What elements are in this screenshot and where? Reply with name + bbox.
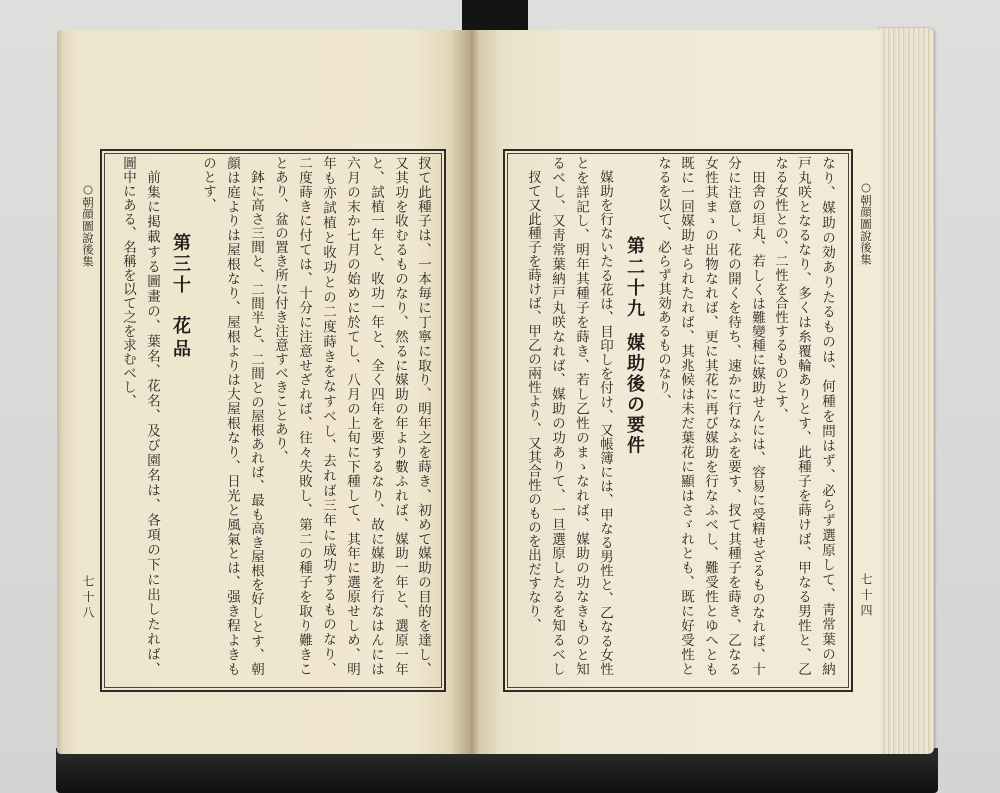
right-page-line-8: なるを以て、必らず其効あるものなり、 — [655, 156, 671, 408]
page-number-left: 七十八 — [81, 575, 95, 622]
running-head-left: ○朝顔圖說後集 — [81, 182, 95, 268]
left-page-line-8: 鉢に高さ三間と、二間半と、二間との屋根あれば、最も高き屋根を好しとす、朝 — [248, 170, 264, 676]
running-head-right: ○朝顔圖說後集 — [859, 180, 873, 266]
left-page-line-3: と、試植一年と、收功一年と、全く四年を要するなり、故に媒助を行なはんには — [368, 156, 384, 677]
right-page-line-7: 既に一回媒助せられたれば、其兆候は未だ葉花に顯はさゞれとも、既に好受性と — [678, 156, 694, 676]
right-page-line-2: 戸丸咲となるなり、多くは糸覆輪ありとす、此種子を蒔けば、甲なる男性と、乙 — [795, 156, 811, 676]
left-page-line-9: 顔は庭よりは屋根なり、屋根よりは大屋根なり、日光と風氣とは、强き程よきも — [224, 156, 240, 676]
left-page-line-5: 年も亦試植と收功との二度蒔きをなすべし、去れば三年に成功するものなり、 — [320, 156, 336, 676]
book-spine-strip — [462, 0, 528, 34]
left-page-line-6: 二度蒔きに付ては、十分に注意せざれば、往々失敗し、第二の種子を取り難きこ — [296, 156, 312, 676]
right-page-line-9: 媒助を行ないたる花は、目印しを付け、又帳簿には、甲なる男性と、乙なる女性 — [597, 170, 613, 676]
section-title-right: 媒助後の要件 — [624, 333, 645, 456]
left-page-line-11: 前集に掲載する圖畫の、葉名、花名、及び園名は、各項の下に出したれば、 — [144, 170, 160, 676]
right-page-line-3: なる女性との、二性を合性するものとす、 — [772, 156, 788, 422]
left-page-line-10: のとす、 — [200, 156, 216, 212]
right-page-line-6: 女性其まゝの出物なれば、更に其花に再び媒助を行なふべし、難受性とゆへとも — [702, 156, 718, 676]
section-number-left: 第三十 — [170, 233, 191, 296]
left-page-line-4: 六月の末か七月の始めに於てし、八月の上旬に下種して、其年に選原せしめ、明 — [344, 156, 360, 676]
right-page-line-12: 扠て又此種子を蒔けば、甲乙の兩性より、又其合性のものを出だすなり、 — [525, 170, 541, 632]
section-title-left: 花品 — [170, 316, 191, 362]
stacked-page-edges — [876, 28, 934, 754]
left-page-line-2: 又其功を收むるものなり、然るに媒助の年より數ふれば、媒助一年と、選原一年 — [392, 156, 408, 676]
right-page-line-11: るべし、又靑常葉納戸丸咲なれば、媒助の功ありて、一旦選原したるを知るべし — [549, 156, 565, 676]
right-page-line-1: なり、媒助の効ありたるものは、何種を問はず、必らず選原して、靑常葉の納 — [819, 156, 835, 677]
left-page-line-1: 扠て此種子は、一本毎に丁寧に取り、明年之を蒔き、初めて媒助の目的を達し、 — [415, 156, 431, 676]
left-page-line-7: とあり、盆の置き所に付き注意すべきことあり、 — [272, 156, 288, 464]
right-page-line-5: 分に注意し、花の開くを待ち、速かに行なふを要す、扠て其種子を蒔き、乙なる — [725, 156, 741, 676]
left-page-line-12: 圖中にある、名稱を以て之を求むべし、 — [120, 156, 136, 408]
right-page-line-10: とを詳記し、明年其種子を蒔き、若し乙性のまゝなれば、媒助の功なきものと知 — [573, 156, 589, 676]
page-number-right: 七十四 — [859, 573, 873, 620]
right-page-line-4: 田舎の垣丸、若しくは難變種に媒助せんには、容易に受精せざるものなれば、十 — [749, 170, 765, 676]
book-cover-bottom — [56, 748, 938, 793]
section-number-right: 第二十九 — [624, 236, 645, 320]
